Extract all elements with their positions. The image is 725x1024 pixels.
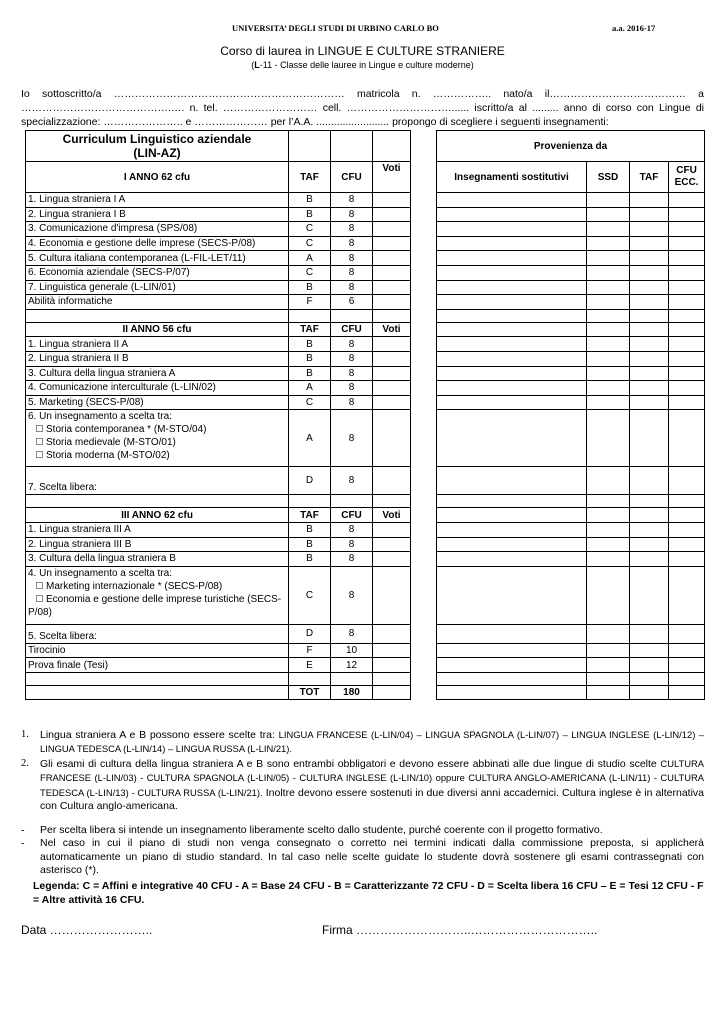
provenienza-header: Provenienza da xyxy=(437,131,705,162)
course-taf: B xyxy=(289,351,331,366)
year3-title: III ANNO 62 cfu xyxy=(26,508,289,523)
course-row xyxy=(26,552,705,567)
course-row xyxy=(26,366,705,381)
course-cfu: 8 xyxy=(331,280,373,295)
course-row xyxy=(26,193,705,208)
course-taf: C xyxy=(289,265,331,280)
course-taf: B xyxy=(289,537,331,552)
course-cfu: 8 xyxy=(331,251,373,266)
course-cfu: 6 xyxy=(331,295,373,310)
course-name: 3. Cultura della lingua straniera A xyxy=(26,366,289,381)
course-row xyxy=(26,251,705,266)
year1-rows xyxy=(26,193,705,310)
checkbox-icon xyxy=(36,595,43,602)
notes-numbered xyxy=(21,728,704,813)
course-row xyxy=(26,207,705,222)
year3-choice: 4. Un insegnamento a scelta tra: Marketing internazionale * (SECS-P/08) Economia e gestione delle imprese turistiche (SECS- P/08) xyxy=(26,566,289,624)
course-cfu: 8 xyxy=(331,236,373,251)
academic-year: a.a. 2016-17 xyxy=(612,23,656,33)
checkbox-icon xyxy=(36,582,43,589)
course-name: 5. Cultura italiana contemporanea (L-FIL-LET/11) xyxy=(26,251,289,266)
course-row xyxy=(26,395,705,410)
course-cfu: 8 xyxy=(331,265,373,280)
course-name: 1. Lingua straniera II A xyxy=(26,337,289,352)
course-name: 4. Comunicazione interculturale (L-LIN/02) xyxy=(26,381,289,396)
form-line-3: specializzazione: ………………….. e ………………… per l’A.A. ......................... propongo di scegliere i seguenti insegnamenti: xyxy=(21,116,609,128)
course-cfu: 8 xyxy=(331,395,373,410)
course-taf: B xyxy=(289,337,331,352)
course-row xyxy=(26,265,705,280)
col-sostitutivi: Insegnamenti sostitutivi xyxy=(437,162,587,193)
course-cfu: 8 xyxy=(331,552,373,567)
course-cfu: 8 xyxy=(331,381,373,396)
col-ssd: SSD xyxy=(587,162,630,193)
course-name: 1. Lingua straniera III A xyxy=(26,522,289,537)
course-taf: B xyxy=(289,280,331,295)
course-name: Abilità informatiche xyxy=(26,295,289,310)
course-cfu: 8 xyxy=(331,366,373,381)
checkbox-icon xyxy=(36,451,43,458)
course-taf: B xyxy=(289,522,331,537)
total-label: TOT xyxy=(289,685,331,700)
note-2: 2. Gli esami di cultura della lingua straniera A e B sono entrambi obbligatori e devono essere abbinati alle due lingue di studio scelte CULTURA FRANCESE (L-LIN/03) - CULTURA SPAGNOLA (L-LIN/05) - CULTURA INGLESE (L-LIN/10) oppure CULTURA ANGLO-AMERICANA (L-LIN/11) - CULTURA TEDESCA (L-LIN/13) - CULTURA RUSSA (L-LIN/21). Inoltre devono essere sostenuti in due diversi anni accademici. Cultura inglese è in alternativa con Cultura anglo-americana. xyxy=(21,757,704,813)
year2-rows xyxy=(26,337,705,410)
course-row xyxy=(26,537,705,552)
course-row xyxy=(26,351,705,366)
course-row xyxy=(26,337,705,352)
form-line-2: …………………………………….…. n. tel. ……………………… cell. …………………………...... iscritto/a al ......... anno di corso con Lingue di xyxy=(21,102,704,114)
study-plan-table: Curriculum Linguistico aziendale (LIN-AZ) Provenienza da I ANNO 62 cfu TAF CFU Voti Insegnamenti sostitutivi SSD TAF CFU ECC. 1. Lingua straniera I A B 8 2. Lingua straniera I B B 8 3. Comunicazione d'impresa (SPS/08) C 8 4. Economia e gestione delle imprese (SECS-P/08) C 8 5. Cultura italiana contemporanea (L-FIL-LET/11) A 8 6. Economia aziendale (SECS-P/07) C 8 7. Linguistica generale (L-LIN/01) B 8 Abilità informatiche F 6 II ANNO 56 cfu TAF CFU Voti 1. Lingua straniera II A B 8 2. Lingua straniera II B B 8 3. Cultura della lingua straniera A B 8 4. Comunicazione interculturale (L-LIN/02) A 8 5. Marketing (SECS-P/08) C 8 6. Un insegnamento a scelta tra: Storia contemporanea * (M-STO/04) Storia medievale (M-STO/01) Storia moderna (M-STO/02) A 8 7. Scelta libera: D 8 III ANNO 62 cfu TAF CFU Voti 1. Lingua straniera III A B 8 2. Lingua straniera III B B 8 3. Cultura della lingua straniera B B 8 4. Un insegnamento a scelta tra: Marketing internazionale * (SECS-P/08) Economia e gestione delle imprese turistiche (SECS- P/08) C 8 5. Scelta libera: D 8 Tirocinio F 10 Prova finale (Tesi) E 12 TOT 180 xyxy=(25,130,705,700)
course-taf: C xyxy=(289,395,331,410)
course-taf: B xyxy=(289,366,331,381)
legend: Legenda: C = Affini e integrative 40 CFU - A = Base 24 CFU - B = Caratterizzante 72 CFU - D = Scelta libera 16 CFU – E = Tesi 12 CFU - F = Altre attività 16 CFU. xyxy=(33,880,704,906)
note-free-choice: - Per scelta libera si intende un insegnamento liberamente scelto dallo studente, purché coerente con il progetto formativo. xyxy=(21,824,603,836)
prova-finale: Prova finale (Tesi) xyxy=(26,658,289,673)
note-default-plan: - Nel caso in cui il piano di studi non venga consegnato o corretto nei termini indicati dalla commissione preposta, si applicherà automaticamente un piano di studio standard. In tal caso nelle scelte guidate lo studente dovrà sostenere gli esami contrassegnati con asterisco (*). xyxy=(21,837,704,877)
total-value: 180 xyxy=(331,685,373,700)
form-line-1: Io sottoscritto/a ………………………………………………………… matricola n. …………….. nato/a il………………………………… a xyxy=(21,88,704,100)
course-name: 3. Comunicazione d'impresa (SPS/08) xyxy=(26,222,289,237)
col-taf-ecc: TAF xyxy=(630,162,669,193)
course-taf: A xyxy=(289,251,331,266)
note-1: 1. Lingua straniera A e B possono essere scelte tra: LINGUA FRANCESE (L-LIN/04) – LINGUA SPAGNOLA (L-LIN/07) – LINGUA INGLESE (L-LIN/12) – LINGUA TEDESCA (L-LIN/14) – LINGUA RUSSA (L-LIN/21). xyxy=(21,729,704,755)
col-cfu: CFU xyxy=(331,162,373,193)
year3-rows xyxy=(26,522,705,566)
course-name: 4. Economia e gestione delle imprese (SECS-P/08) xyxy=(26,236,289,251)
course-row xyxy=(26,280,705,295)
course-cfu: 8 xyxy=(331,337,373,352)
course-name: 2. Lingua straniera III B xyxy=(26,537,289,552)
course-taf: C xyxy=(289,236,331,251)
col-voti: Voti xyxy=(373,162,411,193)
course-name: 2. Lingua straniera I B xyxy=(26,207,289,222)
course-cfu: 8 xyxy=(331,207,373,222)
year3-free-choice: 5. Scelta libera: xyxy=(26,624,289,643)
course-cfu: 8 xyxy=(331,193,373,208)
course-name: 3. Cultura della lingua straniera B xyxy=(26,552,289,567)
course-taf: A xyxy=(289,381,331,396)
col-taf: TAF xyxy=(289,162,331,193)
course-name: 2. Lingua straniera II B xyxy=(26,351,289,366)
course-taf: B xyxy=(289,193,331,208)
course-cfu: 8 xyxy=(331,522,373,537)
checkbox-icon xyxy=(36,438,43,445)
year2-choice: 6. Un insegnamento a scelta tra: Storia contemporanea * (M-STO/04) Storia medievale (M-STO/01) Storia moderna (M-STO/02) xyxy=(26,410,289,467)
course-row xyxy=(26,381,705,396)
course-title: Corso di laurea in LINGUE E CULTURE STRANIERE xyxy=(220,44,505,58)
course-name: 5. Marketing (SECS-P/08) xyxy=(26,395,289,410)
course-name: 1. Lingua straniera I A xyxy=(26,193,289,208)
course-cfu: 8 xyxy=(331,222,373,237)
course-class: (L-11 - Classe delle lauree in Lingue e culture moderne) xyxy=(251,60,474,70)
course-name: 6. Economia aziendale (SECS-P/07) xyxy=(26,265,289,280)
year2-title: II ANNO 56 cfu xyxy=(26,322,289,337)
signature-field: Firma ………………………..………………………….. xyxy=(322,923,598,937)
course-cfu: 8 xyxy=(331,537,373,552)
notes-dashed xyxy=(21,824,704,878)
university-name: UNIVERSITA’ DEGLI STUDI DI URBINO CARLO BO xyxy=(232,23,439,33)
col-cfu-ecc: CFU ECC. xyxy=(669,162,705,193)
date-field: Data …………………….. xyxy=(21,923,153,937)
course-row xyxy=(26,236,705,251)
course-taf: B xyxy=(289,552,331,567)
course-taf: B xyxy=(289,207,331,222)
year2-free-choice: 7. Scelta libera: xyxy=(26,467,289,495)
course-name: 7. Linguistica generale (L-LIN/01) xyxy=(26,280,289,295)
year1-title: I ANNO 62 cfu xyxy=(26,162,289,193)
course-row xyxy=(26,295,705,310)
course-row xyxy=(26,222,705,237)
course-row xyxy=(26,522,705,537)
course-taf: F xyxy=(289,295,331,310)
course-taf: C xyxy=(289,222,331,237)
checkbox-icon xyxy=(36,425,43,432)
curriculum-title: Curriculum Linguistico aziendale (LIN-AZ) xyxy=(26,131,289,162)
course-cfu: 8 xyxy=(331,351,373,366)
tirocinio: Tirocinio xyxy=(26,643,289,658)
